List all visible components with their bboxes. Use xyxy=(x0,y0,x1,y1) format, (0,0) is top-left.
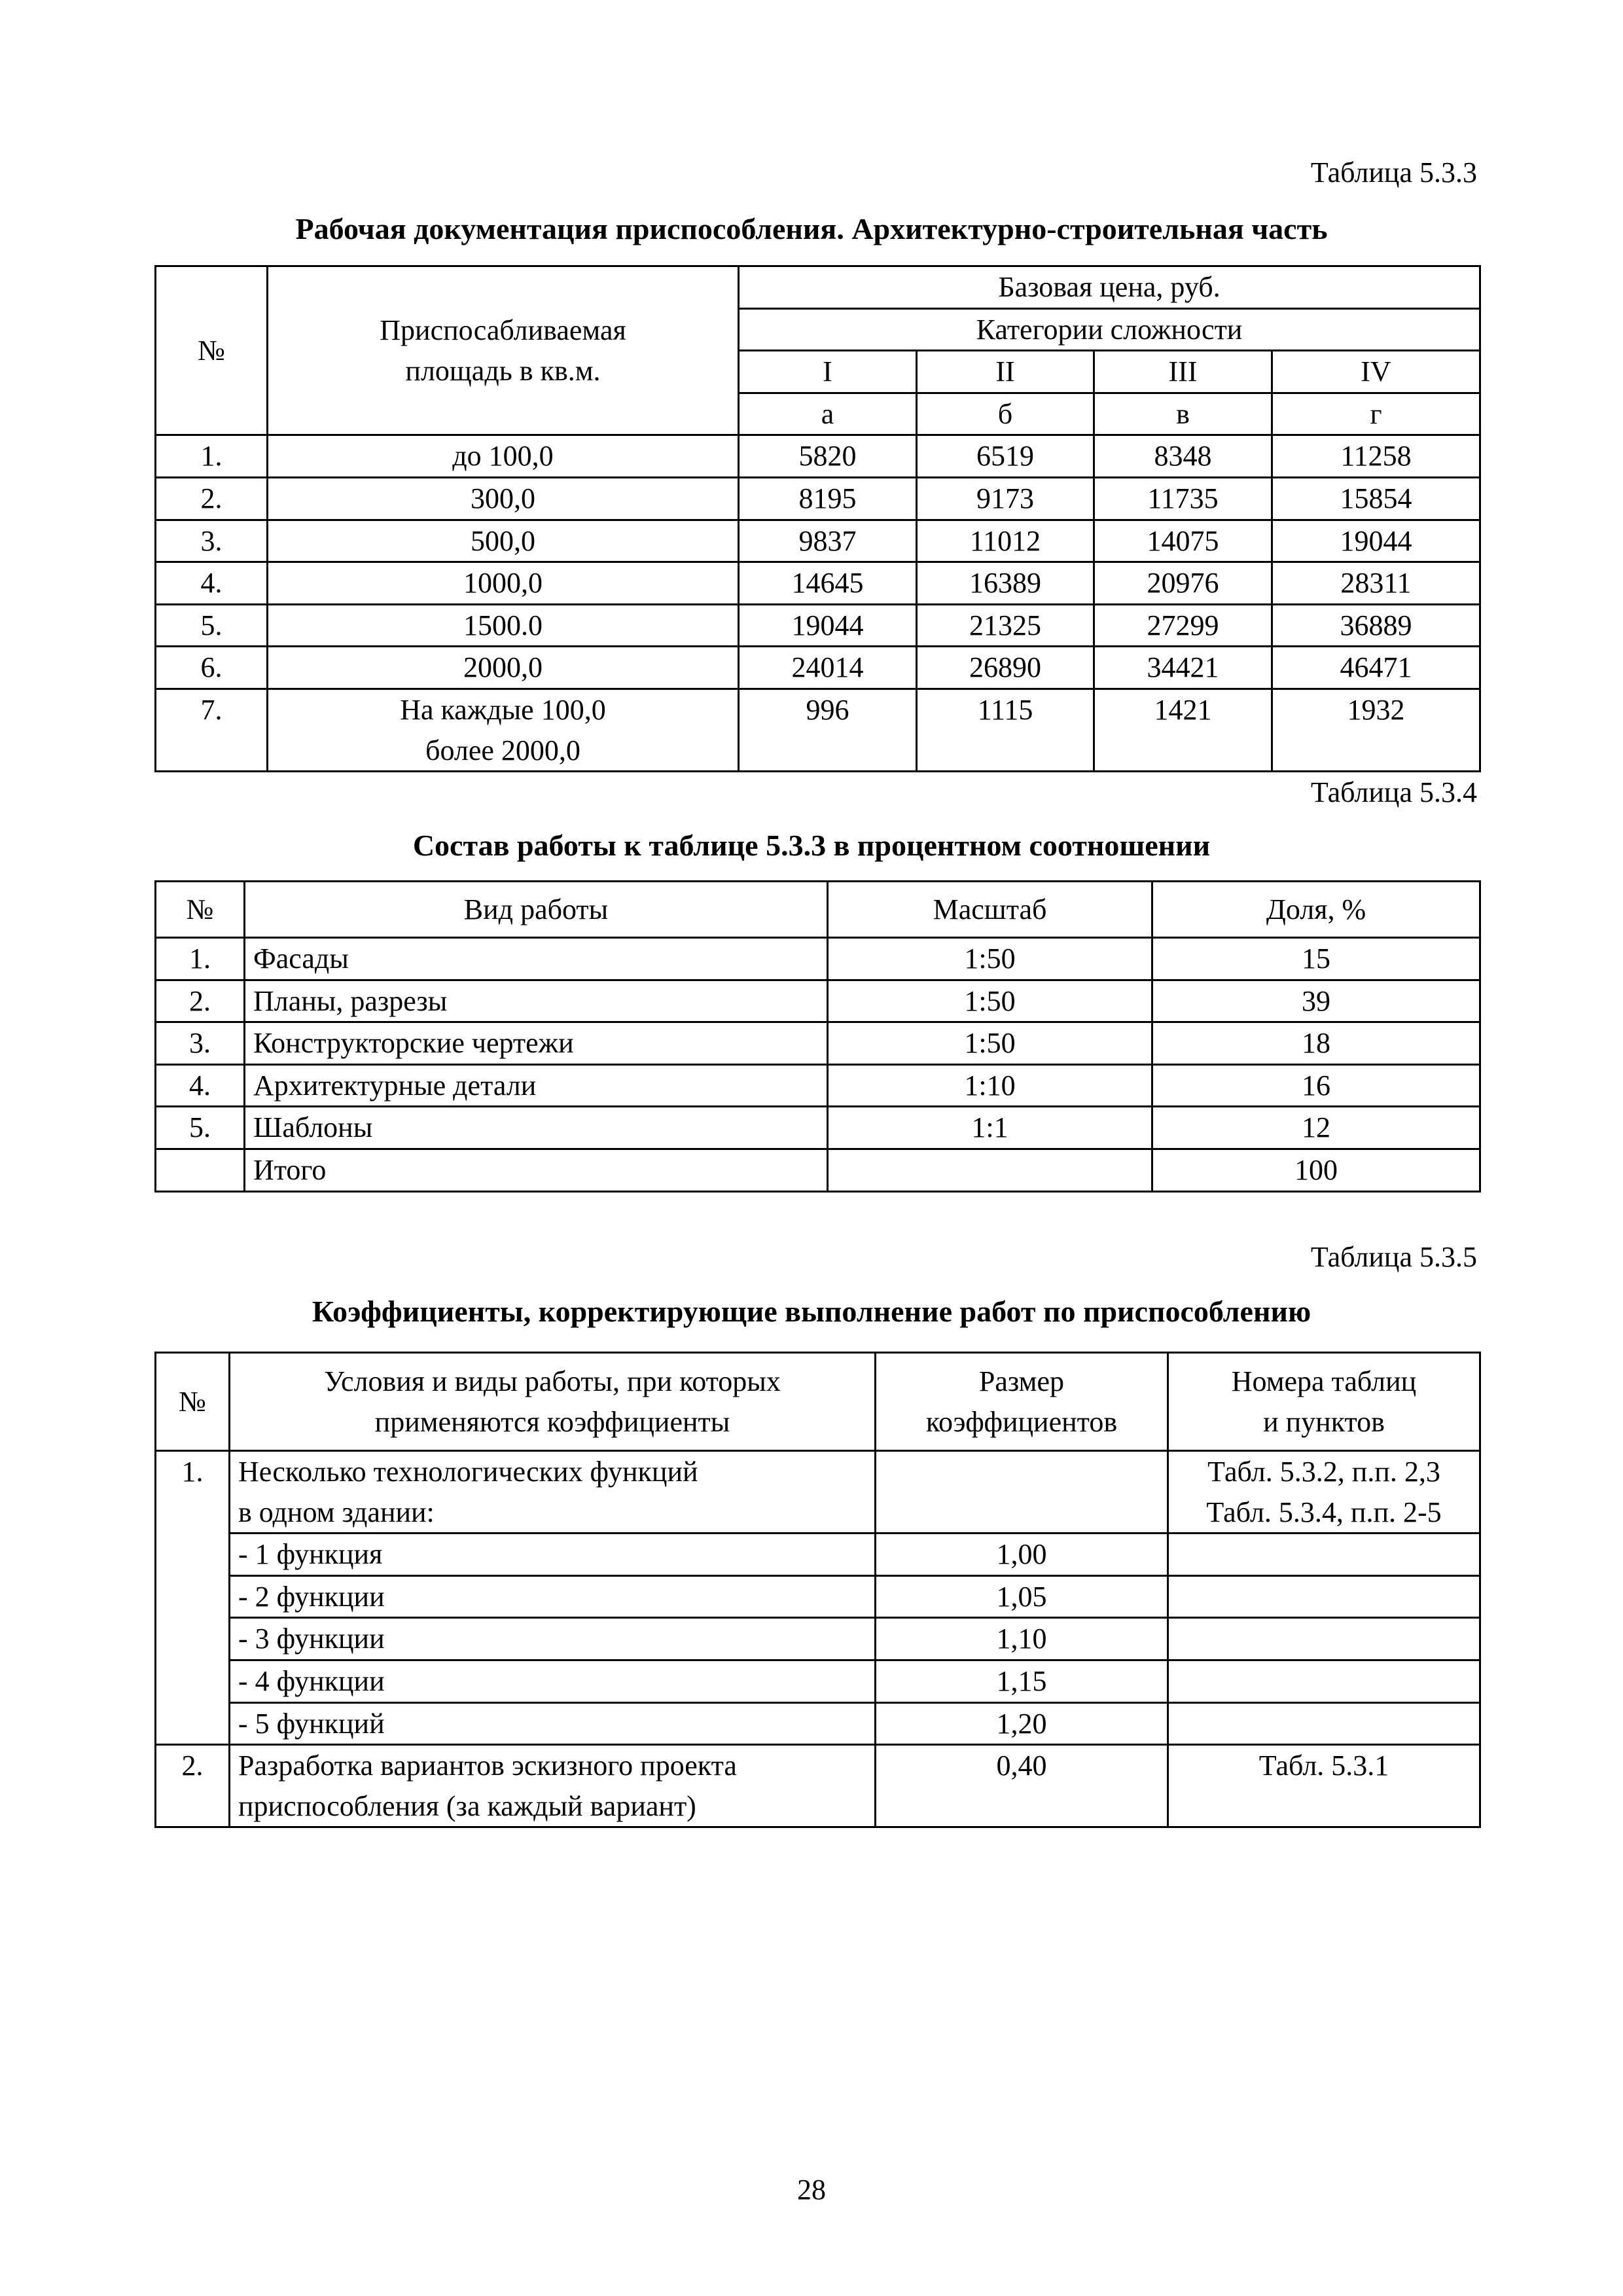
price-cell: 16389 xyxy=(917,562,1094,605)
header-row xyxy=(156,1353,1480,1451)
column-letter-v: в xyxy=(1094,393,1272,435)
table-row xyxy=(156,1064,1480,1107)
price-cell: 27299 xyxy=(1094,604,1272,647)
header-row xyxy=(156,266,1480,309)
table-row xyxy=(156,1618,1480,1660)
row-num: 4. xyxy=(156,1064,245,1107)
total-label: Итого xyxy=(245,1149,828,1191)
conditions-cell: - 4 функции xyxy=(230,1660,876,1702)
price-cell: 8348 xyxy=(1094,435,1272,478)
conditions-cell: - 5 функций xyxy=(230,1702,876,1745)
col-conditions-header: Условия и виды работы, при которых применяются коэффициенты xyxy=(230,1353,876,1451)
price-cell: 9173 xyxy=(917,477,1094,520)
price-cell: 15854 xyxy=(1272,477,1480,520)
price-cell: 1421 xyxy=(1094,689,1272,771)
scale-cell xyxy=(828,1149,1152,1191)
conditions-cell: - 2 функции xyxy=(230,1575,876,1618)
price-cell: 9837 xyxy=(739,520,917,562)
table-row xyxy=(156,435,1480,478)
table-row xyxy=(156,980,1480,1022)
table-5-3-5 xyxy=(154,1352,1481,1828)
share-cell: 16 xyxy=(1152,1064,1480,1107)
row-num: 4. xyxy=(156,562,268,605)
col-size-header: Размер коэффициентов xyxy=(876,1353,1168,1451)
table-row xyxy=(156,1575,1480,1618)
column-letter-g: г xyxy=(1272,393,1480,435)
price-cell: 34421 xyxy=(1094,647,1272,689)
col-refs-header: Номера таблиц и пунктов xyxy=(1168,1353,1480,1451)
row-num: 1. xyxy=(156,1451,230,1745)
scale-cell: 1:10 xyxy=(828,1064,1152,1107)
page-number: 28 xyxy=(797,2174,826,2206)
price-cell: 21325 xyxy=(917,604,1094,647)
scale-cell: 1:1 xyxy=(828,1107,1152,1149)
price-cell: 19044 xyxy=(739,604,917,647)
share-cell: 39 xyxy=(1152,980,1480,1022)
table-row xyxy=(156,562,1480,605)
scale-cell: 1:50 xyxy=(828,1022,1152,1065)
categories-header: Категории сложности xyxy=(739,308,1480,351)
scale-cell: 1:50 xyxy=(828,938,1152,980)
col-num-header: № xyxy=(156,1353,230,1451)
table-5-3-5-label: Таблица 5.3.5 xyxy=(1310,1241,1477,1273)
table-row xyxy=(156,647,1480,689)
size-cell: 1,00 xyxy=(876,1534,1168,1576)
row-num: 1. xyxy=(156,435,268,478)
table-5-3-4-label: Таблица 5.3.4 xyxy=(1310,776,1477,808)
size-cell: 1,05 xyxy=(876,1575,1168,1618)
table-row xyxy=(156,604,1480,647)
total-share: 100 xyxy=(1152,1149,1480,1191)
row-num: 2. xyxy=(156,477,268,520)
price-cell: 26890 xyxy=(917,647,1094,689)
refs-cell xyxy=(1168,1534,1480,1576)
category-iii-header: III xyxy=(1094,351,1272,393)
price-cell: 11012 xyxy=(917,520,1094,562)
total-row xyxy=(156,1149,1480,1191)
col-type-header: Вид работы xyxy=(245,882,828,938)
row-num xyxy=(156,1149,245,1191)
refs-cell xyxy=(1168,1575,1480,1618)
share-cell: 18 xyxy=(1152,1022,1480,1065)
price-cell: 36889 xyxy=(1272,604,1480,647)
price-cell: 11735 xyxy=(1094,477,1272,520)
price-cell: 1932 xyxy=(1272,689,1480,771)
table-5-3-3-label: Таблица 5.3.3 xyxy=(1310,156,1477,188)
table-5-3-4 xyxy=(154,880,1481,1193)
row-area: до 100,0 xyxy=(268,435,739,478)
table-5-3-3-title: Рабочая документация приспособления. Архитектурно-строительная часть xyxy=(295,212,1328,245)
table-row xyxy=(156,689,1480,771)
column-letter-a: а xyxy=(739,393,917,435)
table-row xyxy=(156,520,1480,562)
refs-cell: Табл. 5.3.1 xyxy=(1168,1745,1480,1827)
table-5-3-3 xyxy=(154,265,1481,772)
price-cell: 46471 xyxy=(1272,647,1480,689)
row-num: 2. xyxy=(156,980,245,1022)
row-num: 2. xyxy=(156,1745,230,1827)
table-row xyxy=(156,1660,1480,1702)
row-num: 3. xyxy=(156,1022,245,1065)
table-row xyxy=(156,477,1480,520)
conditions-cell: - 3 функции xyxy=(230,1618,876,1660)
col-scale-header: Масштаб xyxy=(828,882,1152,938)
size-cell xyxy=(876,1451,1168,1534)
category-ii-header: II xyxy=(917,351,1094,393)
work-type: Шаблоны xyxy=(245,1107,828,1149)
table-row xyxy=(156,1107,1480,1149)
table-row xyxy=(156,938,1480,980)
price-cell: 996 xyxy=(739,689,917,771)
row-area: 500,0 xyxy=(268,520,739,562)
work-type: Конструкторские чертежи xyxy=(245,1022,828,1065)
size-cell: 1,10 xyxy=(876,1618,1168,1660)
size-cell: 1,15 xyxy=(876,1660,1168,1702)
conditions-cell: - 1 функция xyxy=(230,1534,876,1576)
conditions-cell: Разработка вариантов эскизного проекта приспособления (за каждый вариант) xyxy=(230,1745,876,1827)
price-cell: 5820 xyxy=(739,435,917,478)
col-area-header: Приспосабливаемая площадь в кв.м. xyxy=(268,266,739,435)
price-cell: 8195 xyxy=(739,477,917,520)
table-5-3-4-title: Состав работы к таблице 5.3.3 в процентном соотношении xyxy=(412,829,1211,862)
work-type: Фасады xyxy=(245,938,828,980)
refs-cell xyxy=(1168,1702,1480,1745)
price-cell: 14075 xyxy=(1094,520,1272,562)
row-num: 1. xyxy=(156,938,245,980)
conditions-cell: Несколько технологических функций в одном здании: xyxy=(230,1451,876,1534)
col-share-header: Доля, % xyxy=(1152,882,1480,938)
price-cell: 28311 xyxy=(1272,562,1480,605)
price-cell: 19044 xyxy=(1272,520,1480,562)
category-iv-header: IV xyxy=(1272,351,1480,393)
scale-cell: 1:50 xyxy=(828,980,1152,1022)
size-cell: 1,20 xyxy=(876,1702,1168,1745)
refs-cell xyxy=(1168,1660,1480,1702)
work-type: Архитектурные детали xyxy=(245,1064,828,1107)
row-area: На каждые 100,0 более 2000,0 xyxy=(268,689,739,771)
row-num: 5. xyxy=(156,1107,245,1149)
table-row xyxy=(156,1745,1480,1827)
row-num: 6. xyxy=(156,647,268,689)
row-num: 3. xyxy=(156,520,268,562)
table-row xyxy=(156,1451,1480,1534)
col-num-header: № xyxy=(156,266,268,435)
column-letter-b: б xyxy=(917,393,1094,435)
price-cell: 24014 xyxy=(739,647,917,689)
refs-cell: Табл. 5.3.2, п.п. 2,3 Табл. 5.3.4, п.п. 2-5 xyxy=(1168,1451,1480,1534)
col-num-header: № xyxy=(156,882,245,938)
refs-cell xyxy=(1168,1618,1480,1660)
category-i-header: I xyxy=(739,351,917,393)
row-area: 2000,0 xyxy=(268,647,739,689)
share-cell: 12 xyxy=(1152,1107,1480,1149)
share-cell: 15 xyxy=(1152,938,1480,980)
size-cell: 0,40 xyxy=(876,1745,1168,1827)
table-row xyxy=(156,1022,1480,1065)
row-num: 5. xyxy=(156,604,268,647)
work-type: Планы, разрезы xyxy=(245,980,828,1022)
base-price-header: Базовая цена, руб. xyxy=(739,266,1480,309)
header-row xyxy=(156,882,1480,938)
price-cell: 20976 xyxy=(1094,562,1272,605)
row-area: 1500.0 xyxy=(268,604,739,647)
table-row xyxy=(156,1702,1480,1745)
price-cell: 11258 xyxy=(1272,435,1480,478)
table-5-3-5-title: Коэффициенты, корректирующие выполнение работ по приспособлению xyxy=(312,1295,1311,1328)
price-cell: 1115 xyxy=(917,689,1094,771)
row-area: 1000,0 xyxy=(268,562,739,605)
row-area: 300,0 xyxy=(268,477,739,520)
price-cell: 14645 xyxy=(739,562,917,605)
table-row xyxy=(156,1534,1480,1576)
price-cell: 6519 xyxy=(917,435,1094,478)
row-num: 7. xyxy=(156,689,268,771)
